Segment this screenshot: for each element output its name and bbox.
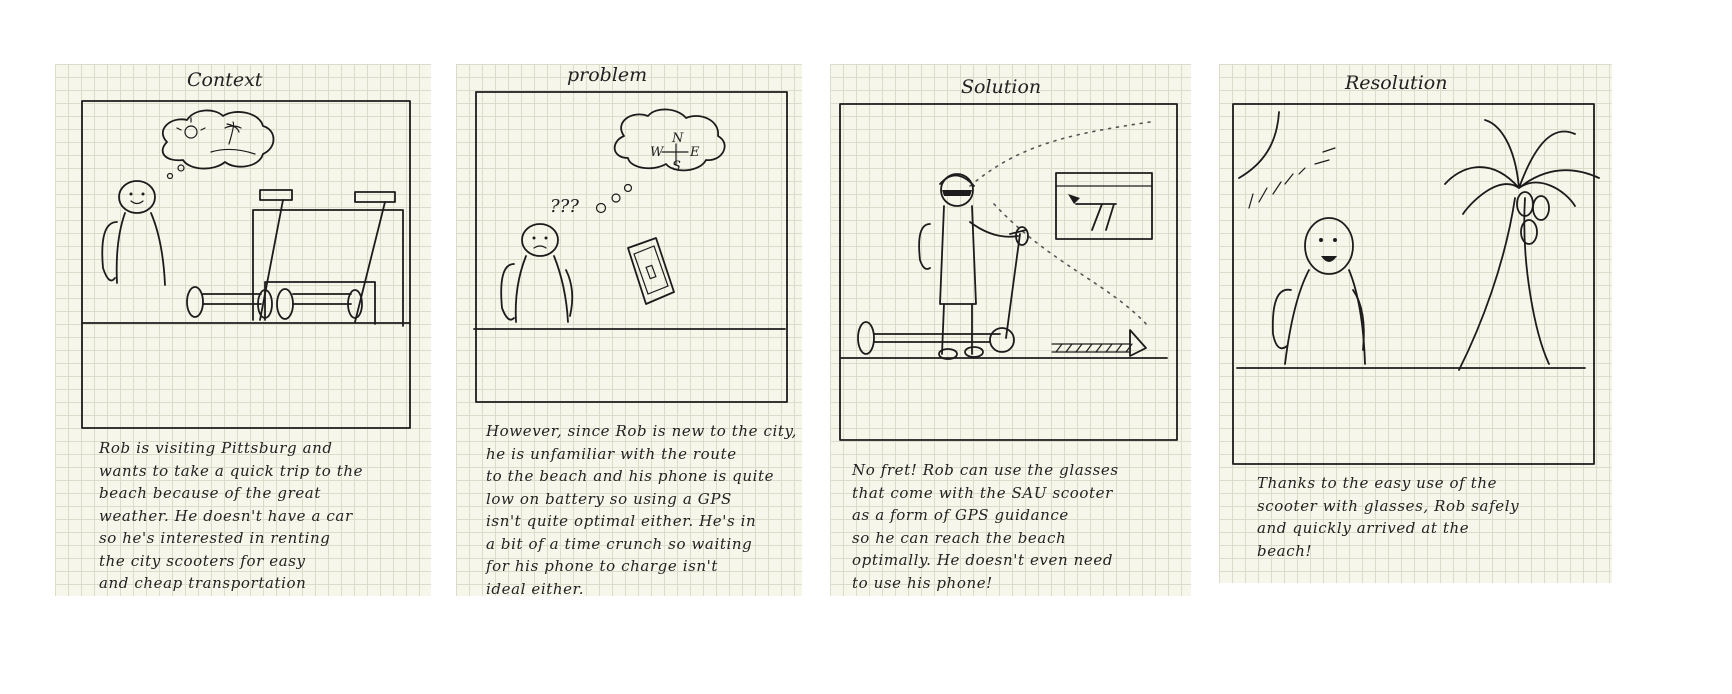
panel-title: Resolution bbox=[1345, 72, 1448, 94]
caption-line: Rob is visiting Pittsburg and bbox=[99, 439, 333, 457]
caption-line: wants to take a quick trip to the bbox=[99, 461, 364, 480]
caption-line: and quickly arrived at the bbox=[1257, 519, 1470, 537]
caption-line: for his phone to charge isn't bbox=[486, 557, 718, 575]
compass-east: E bbox=[690, 145, 700, 160]
caption-line: No fret! Rob can use the glasses bbox=[852, 461, 1119, 479]
problem-sketch bbox=[456, 64, 802, 404]
panel-title: Solution bbox=[961, 76, 1042, 98]
caption-line: to the beach and his phone is quite bbox=[486, 467, 775, 485]
caption-line: optimally. He doesn't even need bbox=[852, 551, 1114, 569]
panel-caption bbox=[852, 459, 1119, 594]
caption-line: weather. He doesn't have a car bbox=[99, 506, 353, 525]
panel-resolution bbox=[1219, 64, 1612, 583]
caption-line: and cheap transportation bbox=[99, 574, 307, 592]
panel-caption bbox=[486, 420, 797, 600]
caption-line: as a form of GPS guidance bbox=[852, 506, 1069, 524]
compass-west: W bbox=[650, 145, 664, 160]
panel-title: problem bbox=[567, 64, 648, 86]
caption-line: so he's interested in renting bbox=[99, 529, 331, 547]
solution-sketch bbox=[830, 64, 1191, 444]
caption-line: scooter with glasses, Rob safely bbox=[1257, 496, 1520, 515]
panel-context bbox=[55, 64, 431, 596]
caption-line: However, since Rob is new to the city, bbox=[486, 422, 797, 440]
caption-line: beach because of the great bbox=[99, 484, 321, 502]
panel-caption bbox=[99, 437, 363, 595]
caption-line: to use his phone! bbox=[852, 573, 993, 592]
caption-line: ideal either. bbox=[486, 579, 585, 598]
caption-line: the city scooters for easy bbox=[99, 551, 306, 570]
caption-line: that come with the SAU scooter bbox=[852, 483, 1113, 502]
panel-caption bbox=[1257, 472, 1519, 562]
compass-south: S bbox=[672, 159, 681, 174]
panel-title: Context bbox=[187, 69, 263, 91]
panel-problem bbox=[456, 64, 802, 596]
caption-line: a bit of a time crunch so waiting bbox=[486, 534, 753, 553]
panel-solution bbox=[830, 64, 1191, 596]
caption-line: isn't quite optimal either. He's in bbox=[486, 512, 757, 530]
compass-north: N bbox=[672, 131, 684, 146]
caption-line: he is unfamiliar with the route bbox=[486, 444, 737, 463]
caption-line: beach! bbox=[1257, 541, 1313, 560]
caption-line: so he can reach the beach bbox=[852, 528, 1067, 547]
confusion-marks: ??? bbox=[550, 196, 579, 217]
resolution-sketch bbox=[1219, 64, 1612, 464]
caption-line: Thanks to the easy use of the bbox=[1257, 474, 1498, 492]
caption-line: low on battery so using a GPS bbox=[486, 489, 732, 508]
context-sketch bbox=[55, 64, 431, 424]
